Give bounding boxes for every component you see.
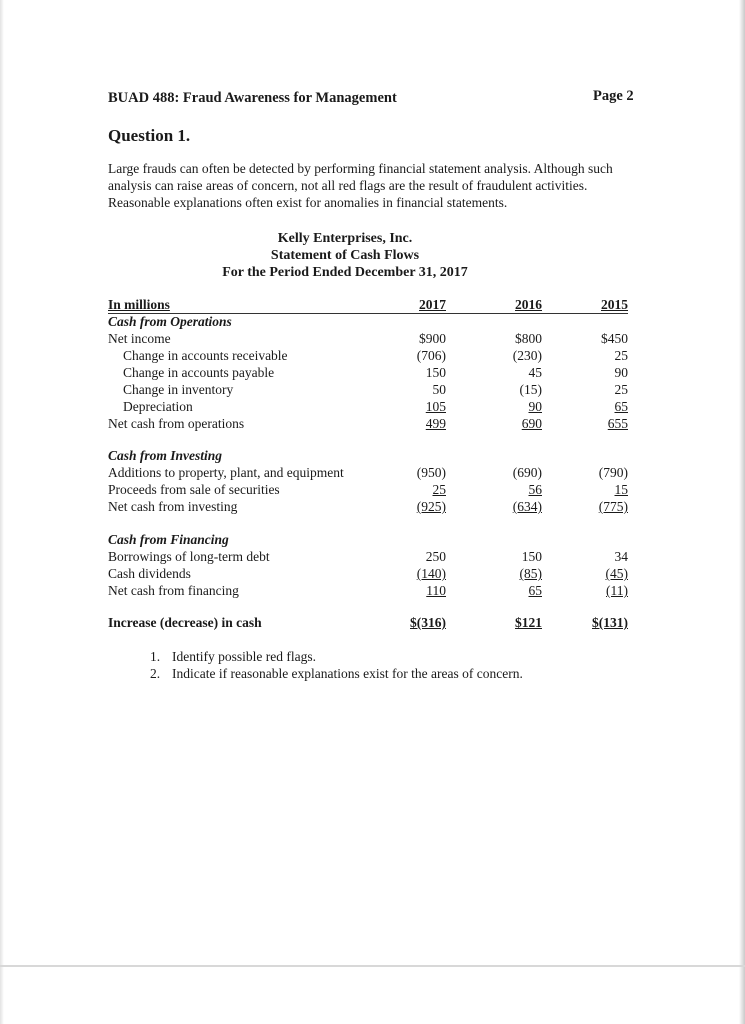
table-row xyxy=(108,364,628,381)
row-label: Increase (decrease) in cash xyxy=(108,615,262,630)
list-item xyxy=(150,648,523,665)
table-row xyxy=(108,330,628,347)
cell-2015: (775) xyxy=(598,499,628,514)
intro-paragraph: Large frauds can often be detected by performing financial statement analysis. Although such analysis can raise areas of concern, not all red flags are the result of fraudulent activities. Reasonable explanations often exist for anomalies in financial statements. xyxy=(108,161,613,210)
scan-fold-line xyxy=(0,965,745,967)
table-row xyxy=(108,347,628,364)
cell-2017: (925) xyxy=(416,499,446,514)
cell-2015: 15 xyxy=(614,482,628,497)
row-label: Change in accounts payable xyxy=(123,365,275,380)
row-label: Proceeds from sale of securities xyxy=(108,482,280,497)
cell-2017: (140) xyxy=(416,566,446,581)
section-heading: Cash from Financing xyxy=(108,532,229,547)
table-row xyxy=(108,481,628,498)
row-label: Borrowings of long-term debt xyxy=(108,549,270,564)
cell-2017: 50 xyxy=(432,382,446,397)
section-heading-operations xyxy=(108,313,628,330)
scan-right-edge xyxy=(739,0,745,1024)
cell-2015: (45) xyxy=(605,566,628,581)
row-label: Change in accounts receivable xyxy=(123,348,288,363)
row-label: Additions to property, plant, and equipment xyxy=(108,465,344,480)
cell-2015: 65 xyxy=(614,399,628,414)
year-2017: 2017 xyxy=(419,297,446,312)
cell-2016: 690 xyxy=(521,416,542,431)
cell-2015: 25 xyxy=(614,382,628,397)
year-2015: 2015 xyxy=(601,297,628,312)
cell-2015: 25 xyxy=(614,348,628,363)
row-label: Cash dividends xyxy=(108,566,191,581)
row-label: Net income xyxy=(108,331,171,346)
unit-label: In millions xyxy=(108,297,170,312)
section-heading: Cash from Investing xyxy=(108,448,223,463)
row-label: Net cash from investing xyxy=(108,499,238,514)
cell-2016: (85) xyxy=(519,566,542,581)
cell-2016: (15) xyxy=(519,382,542,397)
cell-2016: 90 xyxy=(528,399,542,414)
table-header-row xyxy=(108,296,628,313)
statement-period: For the Period Ended December 31, 2017 xyxy=(222,265,468,280)
list-item xyxy=(150,665,523,682)
cell-2017: 110 xyxy=(426,583,446,598)
table-row-total xyxy=(108,498,628,515)
cell-2017: $(316) xyxy=(410,615,446,630)
table-row xyxy=(108,464,628,481)
table-row xyxy=(108,381,628,398)
item-number: 2. xyxy=(150,666,161,681)
row-label: Net cash from financing xyxy=(108,583,239,598)
page-number: Page 2 xyxy=(593,88,634,104)
cell-2017: 105 xyxy=(425,399,446,414)
question-title: Question 1. xyxy=(108,126,191,145)
company-name: Kelly Enterprises, Inc. xyxy=(277,231,413,246)
table-row xyxy=(108,548,628,565)
cell-2015: $(131) xyxy=(592,615,628,630)
table-row xyxy=(108,398,628,415)
table-row-total xyxy=(108,582,628,599)
cell-2017: 150 xyxy=(425,365,446,380)
section-heading: Cash from Operations xyxy=(108,314,232,329)
cell-2015: 90 xyxy=(614,365,628,380)
row-label: Depreciation xyxy=(123,399,193,414)
row-label: Change in inventory xyxy=(123,382,234,397)
scan-left-edge xyxy=(0,0,4,1024)
cell-2016: $800 xyxy=(515,331,542,346)
statement-title xyxy=(108,230,582,281)
table-row-net-change xyxy=(108,614,628,631)
cell-2015: 34 xyxy=(614,549,628,564)
cell-2017: 499 xyxy=(425,416,446,431)
section-heading-investing xyxy=(108,447,628,464)
cell-2016: 150 xyxy=(521,549,542,564)
table-row-total xyxy=(108,415,628,432)
cell-2015: 655 xyxy=(607,416,628,431)
year-2016: 2016 xyxy=(515,297,542,312)
cell-2017: (706) xyxy=(416,348,446,363)
statement-name: Statement of Cash Flows xyxy=(270,248,420,263)
cell-2016: 45 xyxy=(528,365,542,380)
cell-2015: $450 xyxy=(601,331,628,346)
cell-2016: 65 xyxy=(528,583,542,598)
cell-2016: (690) xyxy=(512,465,542,480)
cell-2016: $121 xyxy=(515,615,542,630)
item-text: Indicate if reasonable explanations exist for the areas of concern. xyxy=(172,666,523,681)
cell-2016: (230) xyxy=(512,348,542,363)
cell-2017: $900 xyxy=(419,331,446,346)
cell-2017: 25 xyxy=(432,482,446,497)
cell-2017: 250 xyxy=(425,549,446,564)
section-heading-financing xyxy=(108,531,628,548)
cell-2015: (11) xyxy=(606,583,628,598)
cell-2015: (790) xyxy=(598,465,628,480)
row-label: Net cash from operations xyxy=(108,416,245,431)
course-title: BUAD 488: Fraud Awareness for Management xyxy=(108,90,397,106)
table-row xyxy=(108,565,628,582)
item-text: Identify possible red flags. xyxy=(172,649,316,664)
question-list xyxy=(150,648,523,682)
cell-2016: 56 xyxy=(528,482,542,497)
cell-2017: (950) xyxy=(416,465,446,480)
item-number: 1. xyxy=(150,649,161,664)
cell-2016: (634) xyxy=(512,499,542,514)
